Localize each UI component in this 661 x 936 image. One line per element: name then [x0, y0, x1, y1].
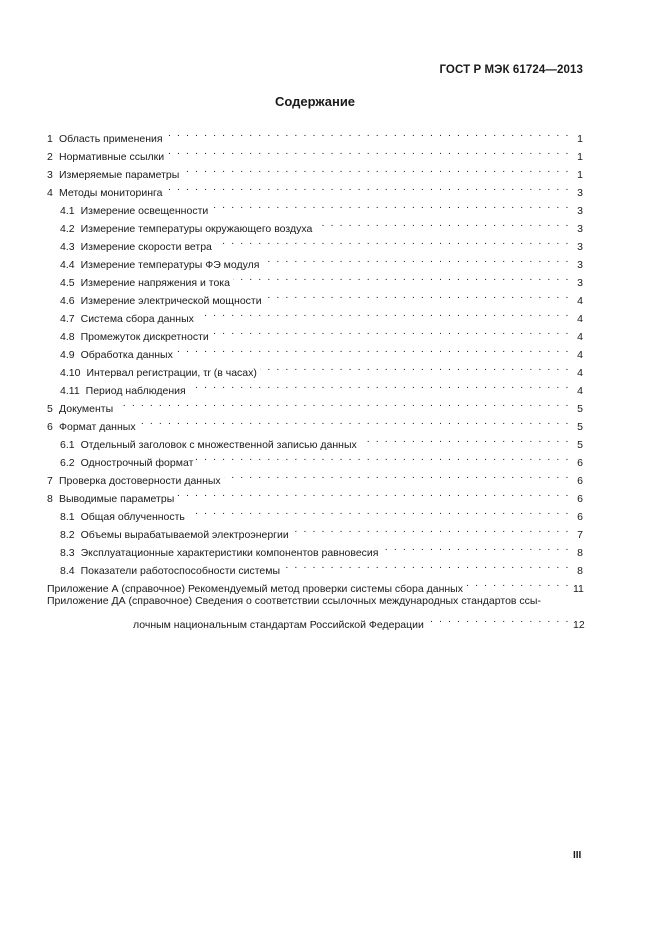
toc-entry-label: Выводимые параметры: [59, 493, 175, 505]
dot-leader: [116, 394, 570, 412]
dot-leader: [360, 430, 570, 448]
toc-entry-page: 4: [577, 367, 583, 379]
toc-entry-page: 8: [577, 565, 583, 577]
toc-entry-page: 11: [573, 583, 584, 595]
dot-leader: [182, 160, 570, 178]
toc-entry-label: Период наблюдения: [85, 385, 186, 397]
toc-entry-page: 3: [577, 241, 583, 253]
dot-leader: [315, 214, 570, 232]
toc-entry-label: Отдельный заголовок с множественной записью данных: [80, 439, 357, 451]
toc-entry-page: 5: [577, 403, 583, 415]
toc-title: Содержание: [274, 94, 356, 109]
toc-entry-number: 4.7: [60, 313, 75, 325]
dot-leader: [215, 232, 570, 250]
toc-entry-label: Измерение электрической мощности: [80, 295, 262, 307]
toc-entry-page: 1: [577, 133, 583, 145]
toc-entry-label: Система сбора данных: [80, 313, 194, 325]
toc-entry-label: лочным национальным стандартам Российской Федерации: [133, 619, 424, 631]
toc-entry-page: 6: [577, 493, 583, 505]
dot-leader: [381, 538, 570, 556]
toc-entry-label: Методы мониторинга: [59, 187, 163, 199]
toc-entry-number: 6.1: [60, 439, 75, 451]
toc-entry-appendix-da-continuation[interactable]: [47, 610, 585, 631]
toc-entry-page: 4: [577, 295, 583, 307]
toc-entry-number: 4.9: [60, 349, 75, 361]
toc-entry-label: Приложение ДА (справочное) Сведения о соответствии ссылочных международных стандартов ссы-: [47, 595, 541, 607]
toc-entry-label: Измерение освещенности: [80, 205, 209, 217]
toc-entry-label: Измеряемые параметры: [59, 169, 180, 181]
toc-entry-number: 2: [47, 151, 53, 163]
toc-entry-label: Обработка данных: [80, 349, 173, 361]
toc-entry-number: 3: [47, 169, 53, 181]
toc-entry-label: Показатели работоспособности системы: [80, 565, 281, 577]
toc-entries: [47, 124, 583, 577]
toc-entry-number: 4.4: [60, 259, 75, 271]
dot-leader: [211, 196, 570, 214]
toc-entry-number: 4.11: [60, 385, 80, 397]
toc-entry-number: 8.2: [60, 529, 75, 541]
toc-entry-number: 4.10: [60, 367, 81, 379]
toc-entry-page: 5: [577, 439, 583, 451]
toc-entry-label: Проверка достоверности данных: [59, 475, 221, 487]
toc-entry-number: 4.1: [60, 205, 75, 217]
toc-entry-page: 4: [577, 349, 583, 361]
toc-entry-page: 7: [577, 529, 583, 541]
toc-entry-page: 1: [577, 151, 583, 163]
toc-entry-label: Объемы вырабатываемой электроэнергии: [80, 529, 289, 541]
dot-leader: [166, 124, 570, 142]
toc-entry-label: Нормативные ссылки: [59, 151, 165, 163]
dot-leader: [262, 250, 570, 268]
dot-leader: [212, 322, 570, 340]
toc-entry-appendix-da[interactable]: [47, 592, 583, 610]
toc-entry-number: 6: [47, 421, 53, 433]
toc-entry-page: 12: [573, 619, 585, 631]
toc-entry-page: 8: [577, 547, 583, 559]
toc-entry-number: 5: [47, 403, 53, 415]
toc-entry-label: Общая облученность: [80, 511, 185, 523]
toc-entry-page: 3: [577, 187, 583, 199]
toc-entry[interactable]: [47, 412, 583, 433]
dot-leader: [165, 178, 570, 196]
dot-leader: [224, 466, 570, 484]
dot-leader: [139, 412, 570, 430]
toc-entry-label: Однострочный формат: [80, 457, 194, 469]
toc-entry-page: 4: [577, 313, 583, 325]
dot-leader: [260, 358, 570, 376]
toc-entry-page: 1: [577, 169, 583, 181]
dot-leader: [233, 268, 570, 286]
page-folio: III: [573, 850, 582, 861]
table-of-contents: [47, 124, 585, 631]
dot-leader: [466, 574, 570, 592]
toc-entry-page: 3: [577, 223, 583, 235]
toc-entry-label: Измерение скорости ветра: [80, 241, 212, 253]
toc-entry-label: Измерение температуры окружающего воздуха: [80, 223, 313, 235]
toc-entry[interactable]: [47, 124, 583, 145]
toc-entry-number: 4: [47, 187, 53, 199]
toc-entry-label: Интервал регистрации, τr (в часах): [86, 367, 257, 379]
document-code: ГОСТ Р МЭК 61724—2013: [439, 64, 583, 76]
dot-leader: [176, 340, 570, 358]
toc-entry-number: 6.2: [60, 457, 75, 469]
toc-entry-number: 8: [47, 493, 53, 505]
toc-entry-number: 4.5: [60, 277, 75, 289]
dot-leader: [177, 484, 570, 502]
toc-entry-label: Документы: [59, 403, 114, 415]
toc-entry-page: 3: [577, 259, 583, 271]
dot-leader: [427, 610, 570, 628]
dot-leader: [265, 286, 570, 304]
dot-leader: [283, 556, 570, 574]
toc-entry-number: 4.6: [60, 295, 75, 307]
dot-leader: [188, 502, 570, 520]
toc-entry-page: 3: [577, 205, 583, 217]
toc-entry-number: 8.1: [60, 511, 75, 523]
toc-entry-label: Измерение температуры ФЭ модуля: [80, 259, 260, 271]
dot-leader: [197, 304, 570, 322]
dot-leader: [167, 142, 570, 160]
toc-entry-label: Приложение А (справочное) Рекомендуемый метод проверки системы сбора данных: [47, 583, 463, 595]
toc-entry-number: 4.8: [60, 331, 75, 343]
toc-entry-number: 4.3: [60, 241, 75, 253]
toc-entry-label: Промежуток дискретности: [80, 331, 209, 343]
toc-entry-label: Область применения: [59, 133, 163, 145]
dot-leader: [196, 448, 570, 466]
toc-entry-number: 7: [47, 475, 53, 487]
toc-entry-number: 1: [47, 133, 53, 145]
toc-entry-number: 8.4: [60, 565, 75, 577]
dot-leader: [292, 520, 570, 538]
toc-entry[interactable]: [47, 394, 583, 415]
toc-entry-page: 6: [577, 475, 583, 487]
toc-entry-number: 4.2: [60, 223, 75, 235]
toc-entry-page: 5: [577, 421, 583, 433]
toc-entry-page: 4: [577, 385, 583, 397]
toc-entry-page: 3: [577, 277, 583, 289]
dot-leader: [189, 376, 570, 394]
toc-entry-page: 4: [577, 331, 583, 343]
toc-entry-label: Формат данных: [59, 421, 136, 433]
toc-entry-label: Измерение напряжения и тока: [80, 277, 230, 289]
toc-entry-page: 6: [577, 457, 583, 469]
toc-entry-number: 8.3: [60, 547, 75, 559]
toc-entry-label: Эксплуатационные характеристики компонентов равновесия: [80, 547, 379, 559]
toc-entry-page: 6: [577, 511, 583, 523]
